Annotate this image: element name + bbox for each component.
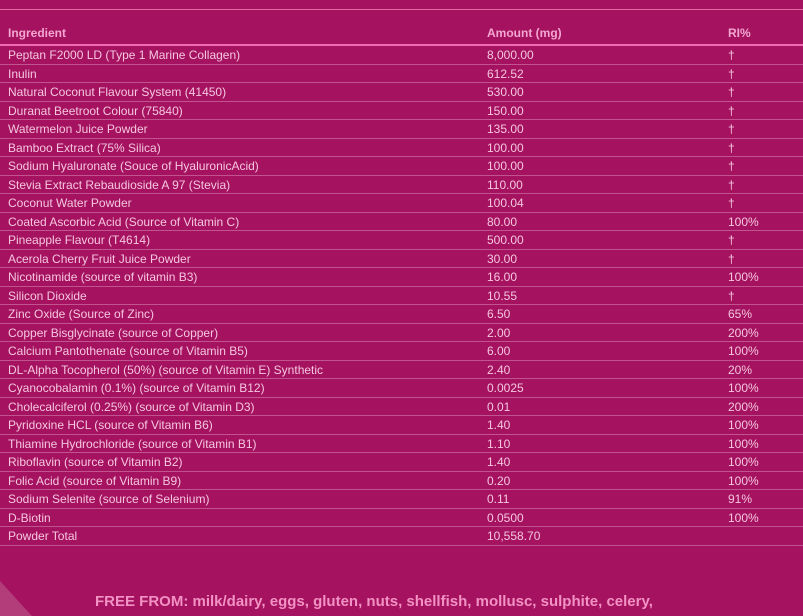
amount-cell: 1.40 (487, 418, 511, 432)
amount-cell: 0.01 (487, 399, 511, 414)
table-row (0, 83, 803, 102)
table-header-row (0, 22, 803, 46)
ingredient-cell: Bamboo Extract (75% Silica) (8, 140, 161, 155)
ri-cell: † (728, 196, 735, 210)
amount-cell: 110.00 (487, 177, 523, 192)
ri-cell: † (728, 177, 735, 192)
table-body (0, 46, 803, 546)
table-row (0, 120, 803, 139)
ingredient-cell: Silicon Dioxide (8, 288, 87, 303)
amount-cell: 6.00 (487, 344, 511, 358)
ri-cell: 100% (728, 418, 759, 432)
ri-cell: † (728, 288, 735, 303)
amount-cell: 0.20 (487, 473, 511, 488)
ingredient-cell: Inulin (8, 66, 37, 81)
ingredient-cell: Cholecalciferol (0.25%) (source of Vitamin D3) (8, 399, 255, 414)
amount-cell: 16.00 (487, 270, 518, 284)
ingredient-cell: Coconut Water Powder (8, 196, 132, 210)
amount-cell: 6.50 (487, 307, 511, 321)
table-row (0, 342, 803, 361)
top-divider (0, 9, 803, 10)
ingredient-cell: Peptan F2000 LD (Type 1 Marine Collagen) (8, 48, 241, 62)
amount-cell: 0.11 (487, 492, 510, 506)
amount-cell: 0.0025 (487, 381, 524, 395)
ingredient-cell: Sodium Hyaluronate (Souce of HyaluronicAcid) (8, 159, 259, 173)
amount-cell: 8,000.00 (487, 48, 534, 62)
amount-cell: 2.00 (487, 325, 511, 340)
table-row (0, 416, 803, 435)
ri-cell: † (728, 159, 735, 173)
table-row (0, 268, 803, 287)
amount-cell: 10,558.70 (487, 529, 541, 543)
ri-cell: 100% (728, 270, 759, 284)
corner-decoration (0, 581, 32, 616)
header-ri: RI% (728, 26, 751, 40)
ingredient-cell: Stevia Extract Rebaudioside A 97 (Stevia) (8, 177, 231, 192)
amount-cell: 530.00 (487, 85, 524, 99)
table-row (0, 305, 803, 324)
table-row (0, 324, 803, 343)
table-row (0, 398, 803, 417)
ri-cell: 100% (728, 214, 759, 229)
amount-cell: 10.55 (487, 288, 518, 303)
ingredient-cell: Coated Ascorbic Acid (Source of Vitamin C) (8, 214, 240, 229)
table-row (0, 157, 803, 176)
ingredient-cell: Natural Coconut Flavour System (41450) (8, 85, 227, 99)
ri-cell: 100% (728, 436, 759, 451)
table-row (0, 472, 803, 491)
table-row (0, 139, 803, 158)
ri-cell: † (728, 122, 735, 136)
ingredient-cell: Calcium Pantothenate (source of Vitamin B5) (8, 344, 248, 358)
table-row (0, 379, 803, 398)
ri-cell: 200% (728, 325, 759, 340)
table-row (0, 231, 803, 250)
ingredient-cell: Pyridoxine HCL (source of Vitamin B6) (8, 418, 213, 432)
free-from-text: FREE FROM: milk/dairy, eggs, gluten, nuts, shellfish, mollusc, sulphite, celery, (95, 593, 653, 610)
ingredient-cell: Cyanocobalamin (0.1%) (source of Vitamin B12) (8, 381, 265, 395)
table-row (0, 194, 803, 213)
amount-cell: 612.52 (487, 66, 524, 81)
ri-cell: 100% (728, 344, 759, 358)
amount-cell: 30.00 (487, 251, 518, 266)
table-row (0, 527, 803, 546)
table-row (0, 65, 803, 84)
ri-cell: † (728, 233, 735, 247)
ri-cell: † (728, 251, 735, 266)
table-row (0, 250, 803, 269)
ingredient-cell: Thiamine Hydrochloride (source of Vitamin B1) (8, 436, 257, 451)
header-amount: Amount (mg) (487, 26, 562, 40)
ri-cell: † (728, 48, 735, 62)
amount-cell: 150.00 (487, 103, 524, 118)
ri-cell: † (728, 66, 735, 81)
ingredient-cell: Zinc Oxide (Source of Zinc) (8, 307, 155, 321)
ingredient-cell: Copper Bisglycinate (source of Copper) (8, 325, 219, 340)
ri-cell: 100% (728, 510, 759, 525)
ri-cell: 91% (728, 492, 753, 506)
table-row (0, 287, 803, 306)
ri-cell: 20% (728, 362, 753, 377)
ingredient-cell: Sodium Selenite (source of Selenium) (8, 492, 210, 506)
ingredients-table (0, 22, 803, 546)
ingredient-cell: Pineapple Flavour (T4614) (8, 233, 151, 247)
amount-cell: 1.40 (487, 455, 511, 469)
table-row (0, 435, 803, 454)
amount-cell: 80.00 (487, 214, 518, 229)
ri-cell: † (728, 140, 735, 155)
amount-cell: 500.00 (487, 233, 524, 247)
amount-cell: 1.10 (487, 436, 511, 451)
ingredient-cell: Folic Acid (source of Vitamin B9) (8, 473, 182, 488)
amount-cell: 135.00 (487, 122, 524, 136)
ri-cell: 100% (728, 455, 759, 469)
ri-cell: 100% (728, 473, 759, 488)
amount-cell: 100.00 (487, 159, 524, 173)
table-row (0, 361, 803, 380)
header-ingredient: Ingredient (8, 26, 67, 40)
ri-cell: 100% (728, 381, 759, 395)
ingredient-cell: Watermelon Juice Powder (8, 122, 148, 136)
table-row (0, 46, 803, 65)
amount-cell: 2.40 (487, 362, 511, 377)
ingredient-cell: Nicotinamide (source of vitamin B3) (8, 270, 198, 284)
amount-cell: 0.0500 (487, 510, 524, 525)
ingredient-cell: DL-Alpha Tocopherol (50%) (source of Vitamin E) Synthetic (8, 362, 324, 377)
ingredient-cell: Acerola Cherry Fruit Juice Powder (8, 251, 191, 266)
ri-cell: † (728, 85, 735, 99)
table-row (0, 490, 803, 509)
ingredient-cell: Riboflavin (source of Vitamin B2) (8, 455, 183, 469)
table-row (0, 102, 803, 121)
ingredient-cell: Powder Total (8, 529, 78, 543)
ri-cell: 65% (728, 307, 753, 321)
ri-cell: † (728, 103, 735, 118)
ingredient-cell: Duranat Beetroot Colour (75840) (8, 103, 183, 118)
table-row (0, 176, 803, 195)
amount-cell: 100.00 (487, 140, 524, 155)
table-row (0, 509, 803, 528)
ingredient-cell: D-Biotin (8, 510, 51, 525)
table-row (0, 213, 803, 232)
table-row (0, 453, 803, 472)
ri-cell: 200% (728, 399, 759, 414)
amount-cell: 100.04 (487, 196, 524, 210)
